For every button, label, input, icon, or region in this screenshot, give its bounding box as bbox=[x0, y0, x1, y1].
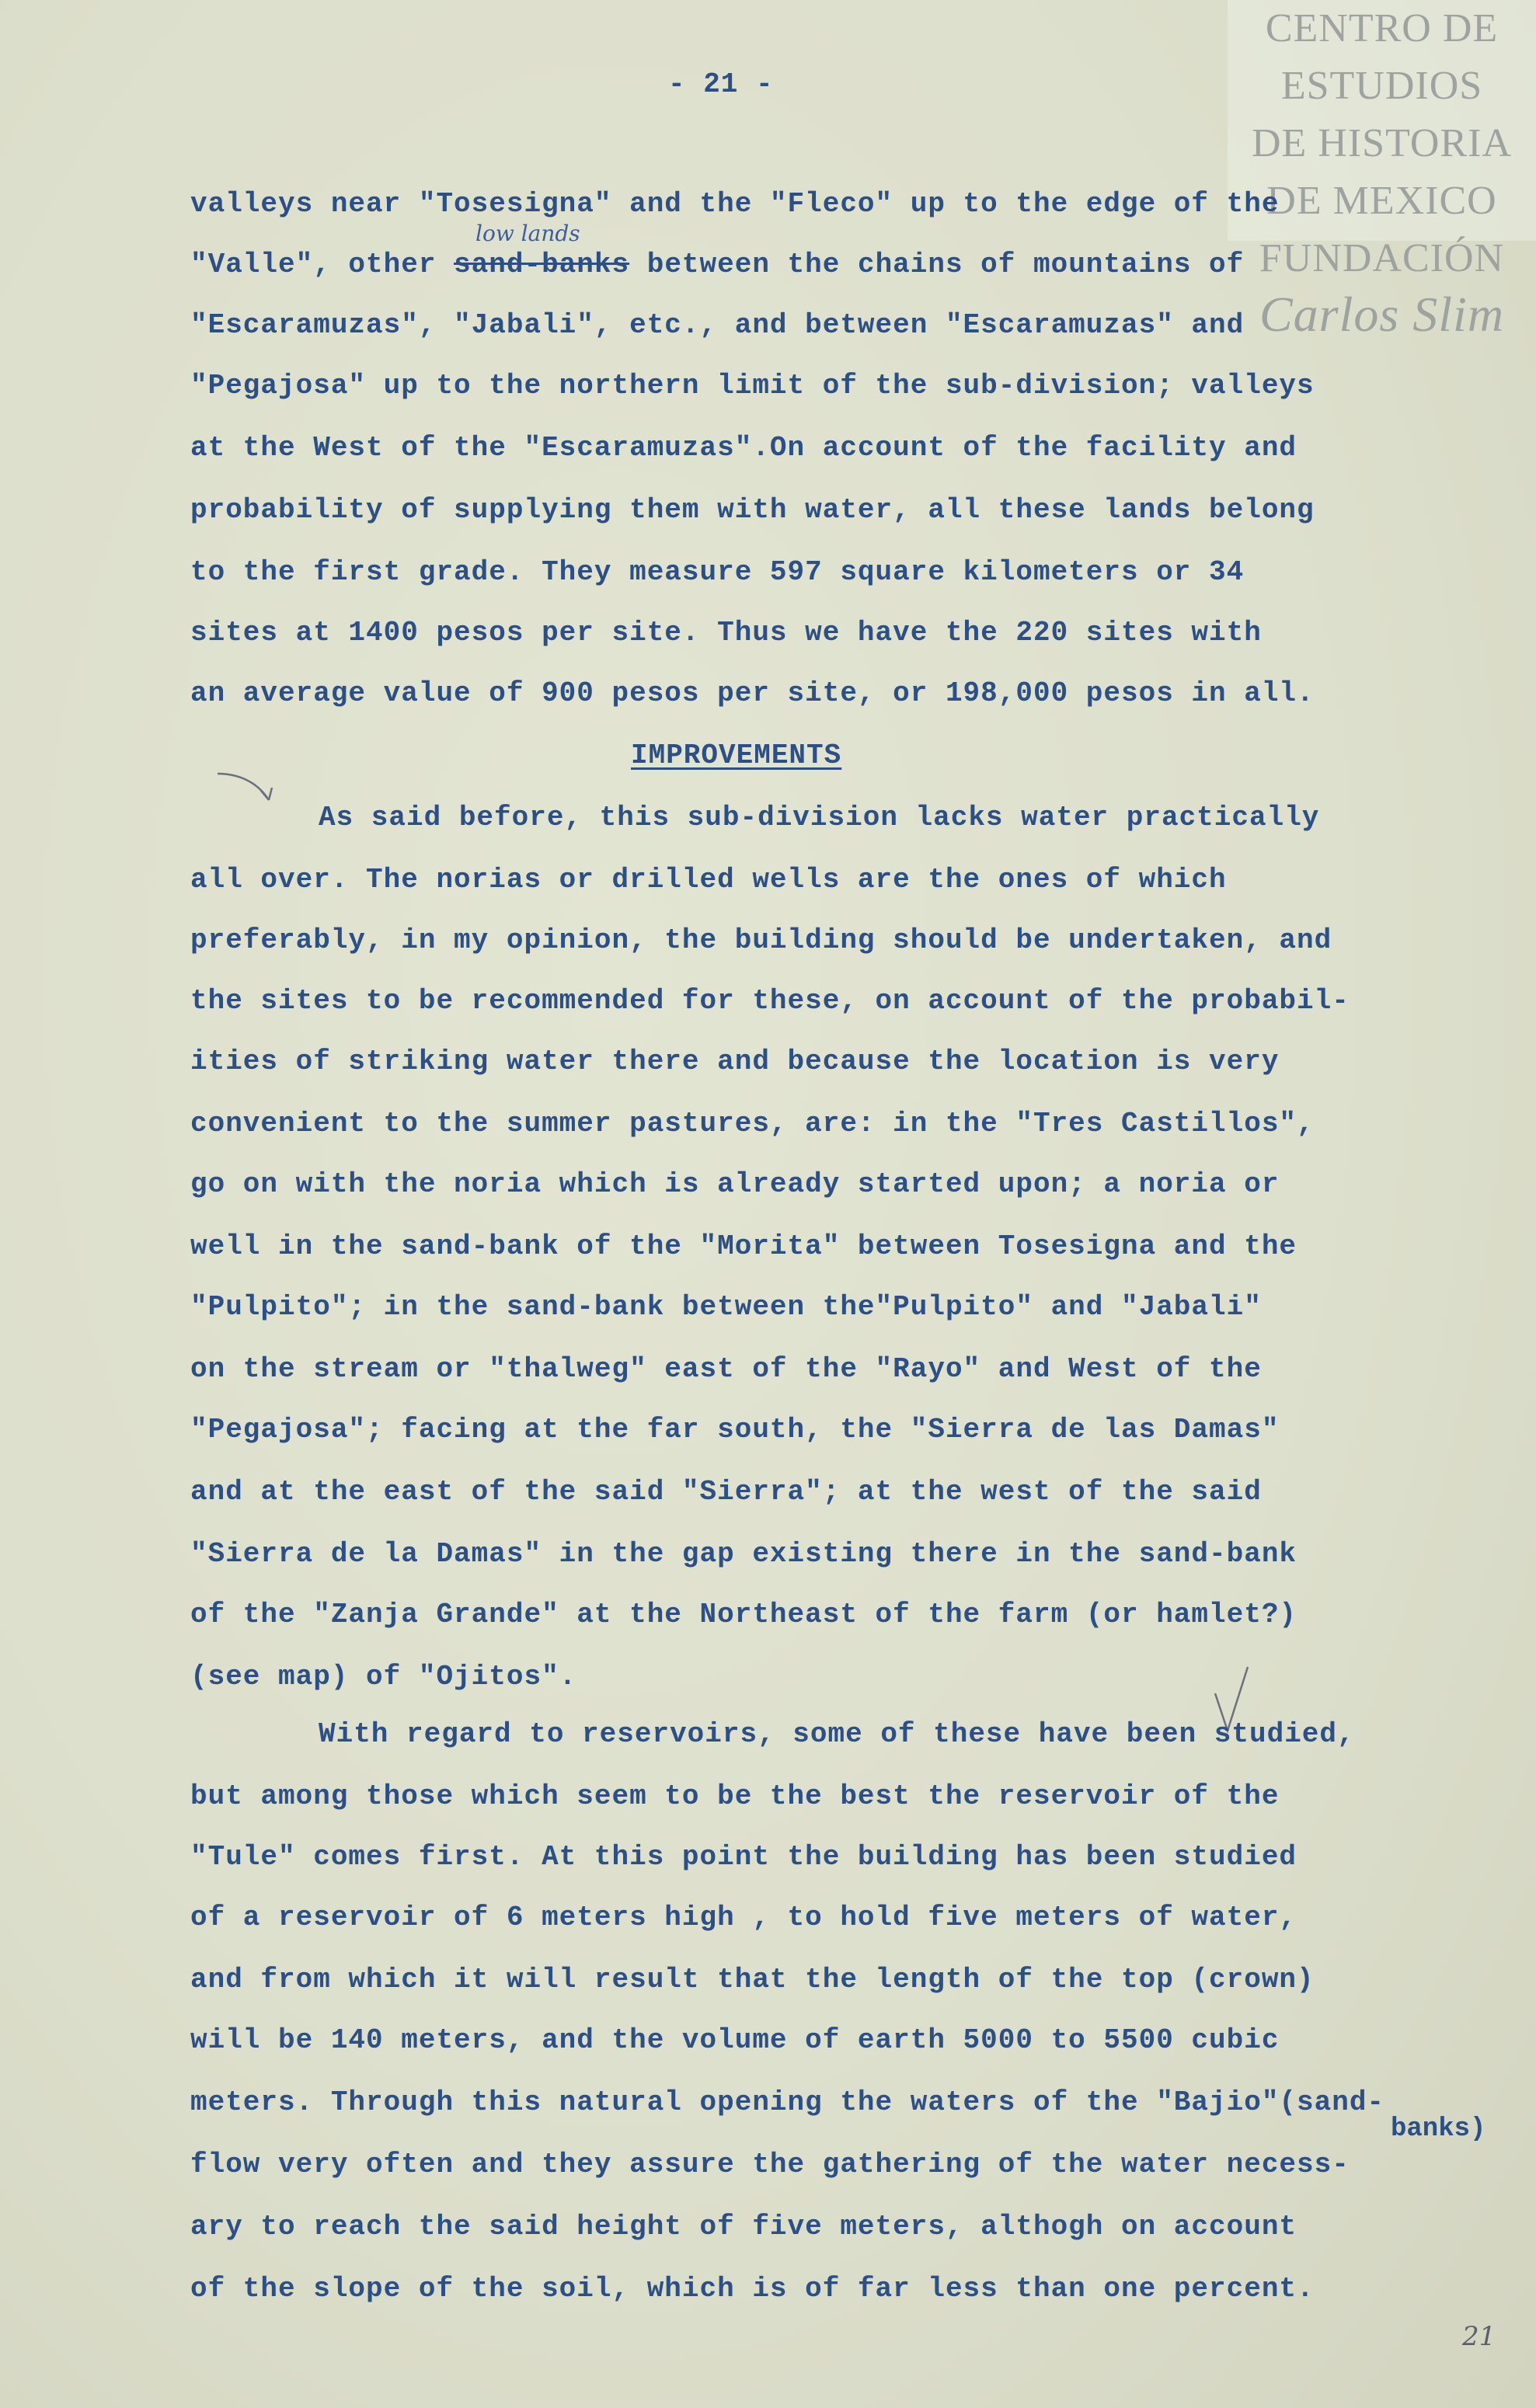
text-line: meters. Through this natural opening the waters of the "Bajio"(sand- bbox=[190, 2086, 1385, 2118]
text-line: of the "Zanja Grande" at the Northeast of the farm (or hamlet?) bbox=[190, 1599, 1297, 1630]
text-line: "Tule" comes first. At this point the building has been studied bbox=[190, 1841, 1297, 1873]
text-line: of a reservoir of 6 meters high , to hold five meters of water, bbox=[190, 1902, 1297, 1933]
text-line: With regard to reservoirs, some of these have been studied, bbox=[319, 1718, 1355, 1750]
text-line: flow very often and they assure the gathering of the water necess- bbox=[190, 2149, 1350, 2180]
text-line: ary to reach the said height of five meters, althogh on account bbox=[190, 2211, 1297, 2243]
section-heading: IMPROVEMENTS bbox=[631, 739, 842, 771]
text-line: ities of striking water there and because the location is very bbox=[190, 1046, 1280, 1077]
text-line: probability of supplying them with water, all these lands belong bbox=[190, 494, 1315, 526]
text-line: preferably, in my opinion, the building should be undertaken, and bbox=[190, 924, 1332, 956]
stamp-line: FUNDACIÓN bbox=[1259, 236, 1505, 280]
struck-word: sand-banks bbox=[454, 249, 630, 280]
text-line: to the first grade. They measure 597 square kilometers or 34 bbox=[190, 556, 1245, 588]
text-line bbox=[190, 249, 1244, 280]
text-line: sites at 1400 pesos per site. Thus we have the 220 sites with bbox=[190, 617, 1262, 649]
text-line: As said before, this sub-division lacks water practically bbox=[319, 802, 1320, 833]
text-line: "Pulpito"; in the sand-bank between the"Pulpito" and "Jabali" bbox=[190, 1291, 1262, 1323]
page-number: - 21 - bbox=[668, 68, 774, 100]
text-line: well in the sand-bank of the "Morita" between Tosesigna and the bbox=[190, 1230, 1297, 1262]
stamp-signature: Carlos Slim bbox=[1259, 287, 1505, 342]
text-line: and from which it will result that the length of the top (crown) bbox=[190, 1964, 1315, 1996]
margin-note: banks) bbox=[1391, 2114, 1486, 2144]
text-line: on the stream or "thalweg" east of the "Rayo" and West of the bbox=[190, 1353, 1262, 1385]
stamp-line: DE MEXICO bbox=[1266, 179, 1497, 223]
handwritten-correction: low lands bbox=[475, 221, 580, 246]
text-line: all over. The norias or drilled wells are the ones of which bbox=[190, 864, 1227, 896]
text-line: and at the east of the said "Sierra"; at the west of the said bbox=[190, 1476, 1262, 1508]
text-line: "Pegajosa"; facing at the far south, the "Sierra de las Damas" bbox=[190, 1414, 1280, 1446]
text-line: will be 140 meters, and the volume of earth 5000 to 5500 cubic bbox=[190, 2024, 1280, 2056]
check-mark-icon bbox=[214, 761, 284, 816]
text-line: valleys near "Tosesigna" and the "Fleco" up to the edge of the bbox=[190, 188, 1280, 220]
text-line: the sites to be recommended for these, on account of the probabil- bbox=[190, 985, 1350, 1017]
text-line: go on with the noria which is already started upon; a noria or bbox=[190, 1168, 1280, 1200]
stamp-line: DE HISTORIA bbox=[1251, 121, 1513, 165]
text-line: at the West of the "Escaramuzas".On account of the facility and bbox=[190, 432, 1297, 464]
text-line: (see map) of "Ojitos". bbox=[190, 1661, 577, 1693]
text-line: "Escaramuzas", "Jabali", etc., and between "Escaramuzas" and bbox=[190, 309, 1245, 341]
folio-number: 21 bbox=[1462, 2321, 1496, 2352]
text-fragment: "Valle", other bbox=[190, 249, 455, 280]
text-line: an average value of 900 pesos per site, or 198,000 pesos in all. bbox=[190, 677, 1315, 709]
text-line: convenient to the summer pastures, are: in the "Tres Castillos", bbox=[190, 1108, 1315, 1140]
text-fragment: between the chains of mountains of bbox=[646, 249, 1245, 280]
text-line: of the slope of the soil, which is of far less than one percent. bbox=[190, 2273, 1315, 2305]
text-line: "Pegajosa" up to the northern limit of the sub-division; valleys bbox=[190, 370, 1315, 402]
stamp-line: CENTRO DE bbox=[1265, 6, 1499, 50]
text-line: but among those which seem to be the best the reservoir of the bbox=[190, 1780, 1280, 1812]
text-line: "Sierra de la Damas" in the gap existing there in the sand-bank bbox=[190, 1538, 1297, 1570]
stamp-line: ESTUDIOS bbox=[1280, 64, 1483, 108]
